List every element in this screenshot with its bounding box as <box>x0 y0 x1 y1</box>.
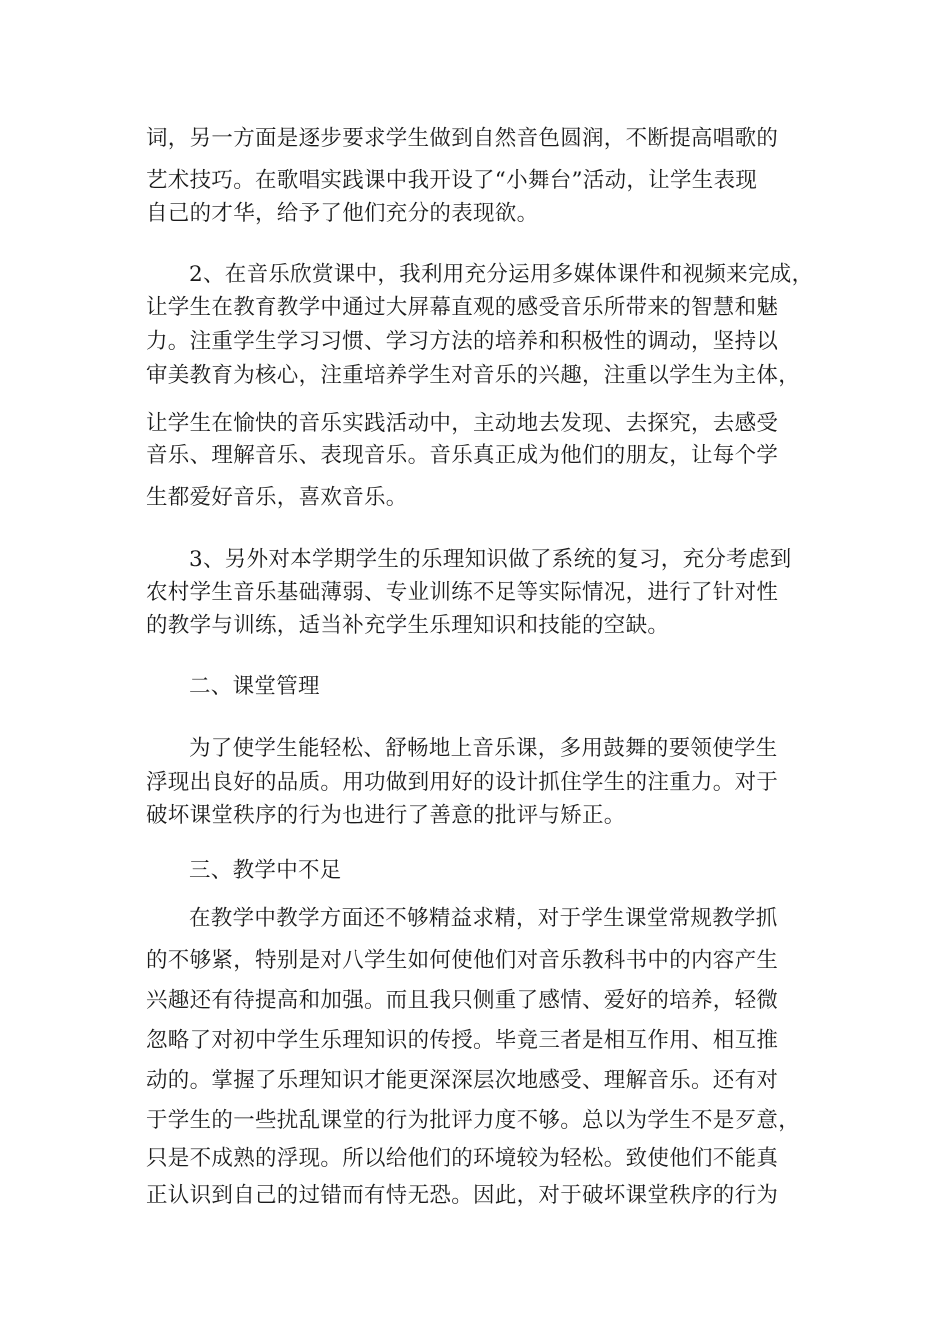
text-line: 音乐、理解音乐、表现音乐。音乐真正成为他们的朋友，让每个学 <box>146 443 779 468</box>
text-line: 浮现出良好的品质。用功做到用好的设计抓住学生的注重力。对于 <box>146 770 779 795</box>
text-line: 艺术技巧。在歌唱实践课中我开设了“小舞台”活动，让学生表现 <box>146 168 758 193</box>
text-line: 让学生在教育教学中通过大屏幕直观的感受音乐所带来的智慧和魅 <box>146 295 779 320</box>
text-line: 生都爱好音乐，喜欢音乐。 <box>146 485 408 510</box>
text-line: 在教学中教学方面还不够精益求精，对于学生课堂常规教学抓 <box>189 906 778 931</box>
text-line: 兴趣还有待提高和加强。而且我只侧重了感情、爱好的培养，轻微 <box>146 988 779 1013</box>
text-line: 3、另外对本学期学生的乐理知识做了系统的复习，充分考虑到 <box>189 547 792 572</box>
text-line: 的不够紧，特别是对八学生如何使他们对音乐教科书中的内容产生 <box>146 948 779 973</box>
text-line: 动的。掌握了乐理知识才能更深深层次地感受、理解音乐。还有对 <box>146 1068 779 1093</box>
text-line: 词，另一方面是逐步要求学生做到自然音色圆润，不断提高唱歌的 <box>146 126 779 151</box>
text-line: 只是不成熟的浮现。所以给他们的环境较为轻松。致使他们不能真 <box>146 1146 779 1171</box>
text-line: 破坏课堂秩序的行为也进行了善意的批评与矫正。 <box>146 803 626 828</box>
section-heading: 三、教学中不足 <box>189 858 342 883</box>
text-line: 力。注重学生学习习惯、学习方法的培养和积极性的调动，坚持以 <box>146 329 779 354</box>
text-line: 自己的才华，给予了他们充分的表现欲。 <box>146 201 539 226</box>
text-line: 的教学与训练，适当补充学生乐理知识和技能的空缺。 <box>146 613 670 638</box>
section-heading: 二、课堂管理 <box>189 674 320 699</box>
text-line: 审美教育为核心，注重培养学生对音乐的兴趣，注重以学生为主体， <box>146 363 801 388</box>
text-line: 让学生在愉快的音乐实践活动中，主动地去发现、去探究，去感受 <box>146 411 779 436</box>
text-line: 忽略了对初中学生乐理知识的传授。毕竟三者是相互作用、相互推 <box>146 1028 779 1053</box>
text-line: 农村学生音乐基础薄弱、专业训练不足等实际情况，进行了针对性 <box>146 580 779 605</box>
text-line: 2、在音乐欣赏课中，我利用充分运用多媒体课件和视频来完成， <box>189 262 814 287</box>
text-line: 为了使学生能轻松、舒畅地上音乐课，多用鼓舞的要领使学生 <box>189 736 778 761</box>
text-line: 正认识到自己的过错而有恃无恐。因此，对于破坏课堂秩序的行为 <box>146 1183 779 1208</box>
text-line: 于学生的一些扰乱课堂的行为批评力度不够。总以为学生不是歹意， <box>146 1108 801 1133</box>
